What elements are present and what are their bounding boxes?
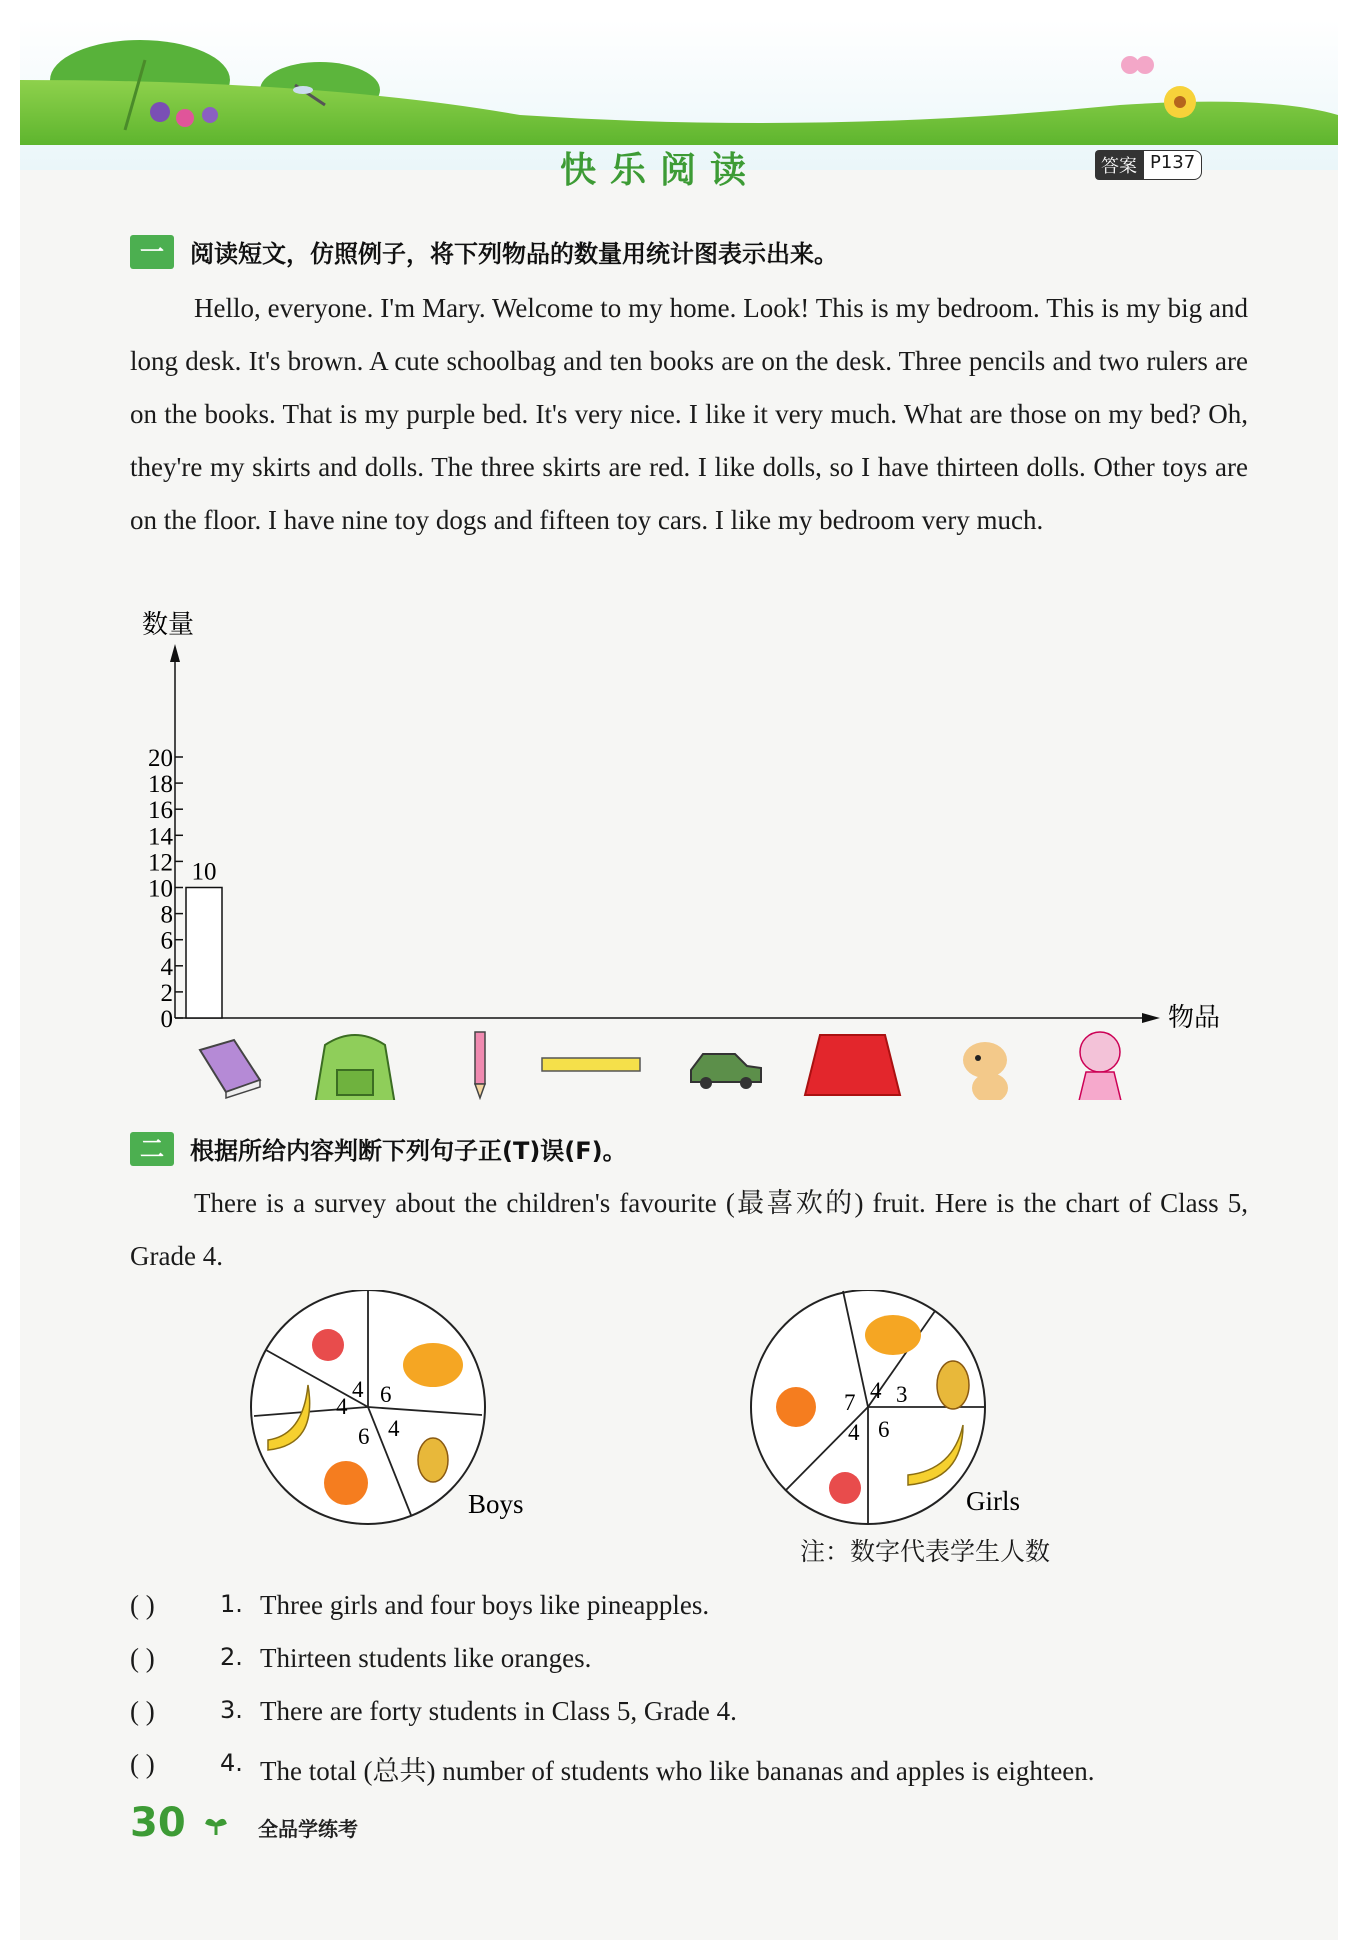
boys-apple-count: 4 bbox=[352, 1377, 364, 1402]
y-tick-label: 18 bbox=[148, 771, 173, 799]
section-1-heading bbox=[130, 234, 838, 269]
answer-blank[interactable]: ( ) bbox=[130, 1590, 155, 1620]
question-text: There are forty students in Class 5, Grade 4. bbox=[260, 1696, 737, 1726]
girls-orange-count: 7 bbox=[844, 1390, 856, 1415]
boys-pie-chart bbox=[248, 1290, 548, 1530]
question-text: Three girls and four boys like pineapples. bbox=[260, 1590, 710, 1620]
answer-reference bbox=[1095, 150, 1202, 180]
bar-value-label: 10 bbox=[191, 858, 217, 886]
y-axis-label: 数量 bbox=[142, 610, 195, 640]
y-tick-label: 10 bbox=[148, 875, 173, 903]
apple-icon bbox=[312, 1329, 344, 1361]
ruler-icon bbox=[542, 1058, 640, 1071]
mango-icon bbox=[403, 1343, 463, 1387]
orange-icon bbox=[324, 1461, 368, 1505]
section-1-passage: Hello, everyone. I'm Mary. Welcome to my home. Look! This is my bedroom. This is my big and long desk. It's brown. A cute schoolbag and ten books are on the desk. Three pencils and two rulers are on the books. That is my purple bed. It's very nice. I like it very much. What are those on my bed? Oh, they're my skirts and dolls. The three skirts are red. I like dolls, so I have thirteen dolls. Other toys are on the floor. I have nine toy dogs and fifteen toy cars. I like my bedroom very much. bbox=[130, 293, 1248, 535]
y-tick-label: 2 bbox=[160, 979, 173, 1007]
question-text: The total (总共) number of students who like bananas and apples is eighteen. bbox=[260, 1756, 1095, 1786]
answer-label: 答案 bbox=[1095, 150, 1143, 180]
boys-banana-count: 4 bbox=[336, 1394, 348, 1419]
answer-blank[interactable]: ( ) bbox=[130, 1643, 155, 1673]
girls-pineapple-count: 3 bbox=[896, 1382, 908, 1407]
toy-dog-icon bbox=[963, 1042, 1008, 1100]
page-title: 快乐阅读 bbox=[560, 150, 761, 191]
brand-name: 全品学练考 bbox=[258, 1817, 358, 1841]
pineapple-icon bbox=[418, 1438, 448, 1482]
answer-blank[interactable]: ( ) bbox=[130, 1696, 155, 1726]
question-text: Thirteen students like oranges. bbox=[260, 1643, 592, 1673]
question-2 bbox=[130, 1643, 591, 1674]
y-tick-label: 20 bbox=[148, 745, 173, 772]
orange-icon bbox=[776, 1387, 816, 1427]
y-tick-label: 16 bbox=[148, 797, 173, 825]
section-1-instruction: 阅读短文，仿照例子，将下列物品的数量用统计图表示出来。 bbox=[190, 240, 838, 268]
boys-pineapple-count: 4 bbox=[388, 1416, 400, 1441]
question-number: 2. bbox=[220, 1643, 243, 1671]
pencil-icon bbox=[475, 1032, 485, 1098]
question-3 bbox=[130, 1696, 737, 1727]
y-tick-label: 0 bbox=[160, 1006, 173, 1033]
x-axis-arrow bbox=[1142, 1013, 1160, 1023]
question-number: 1. bbox=[220, 1590, 243, 1618]
bar-book bbox=[186, 888, 222, 1019]
bar-chart bbox=[120, 600, 1250, 1100]
leaf-icon bbox=[205, 1815, 227, 1837]
section-2-number: 二 bbox=[130, 1132, 174, 1166]
y-tick-label: 4 bbox=[160, 953, 173, 981]
x-axis-label: 物品 bbox=[1168, 1003, 1221, 1033]
y-tick-label: 12 bbox=[148, 849, 173, 877]
schoolbag-icon bbox=[315, 1035, 395, 1100]
girls-label: Girls bbox=[966, 1486, 1020, 1516]
girls-mango-count: 4 bbox=[870, 1378, 882, 1403]
question-number: 4. bbox=[220, 1749, 243, 1777]
girls-pie-chart bbox=[748, 1290, 1048, 1530]
skirt-icon bbox=[805, 1035, 900, 1095]
section-1-number: 一 bbox=[130, 235, 174, 269]
girls-apple-count: 4 bbox=[848, 1420, 860, 1445]
pineapple-icon bbox=[937, 1361, 969, 1409]
y-axis-arrow bbox=[170, 644, 180, 662]
boys-label: Boys bbox=[468, 1489, 524, 1519]
question-number: 3. bbox=[220, 1696, 243, 1724]
page-number: 30 bbox=[130, 1800, 186, 1846]
mango-icon bbox=[865, 1315, 921, 1355]
book-icon bbox=[200, 1040, 260, 1098]
doll-icon bbox=[1078, 1032, 1122, 1100]
section-2-heading bbox=[130, 1131, 627, 1166]
section-2-instruction: 根据所给内容判断下列句子正(T)误(F)。 bbox=[190, 1137, 627, 1165]
question-4 bbox=[130, 1749, 1095, 1788]
section-2-passage: There is a survey about the children's favourite (最喜欢的) fruit. Here is the chart of Class 5, Grade 4. bbox=[130, 1188, 1248, 1271]
answer-blank[interactable]: ( ) bbox=[130, 1749, 155, 1779]
sunflower-icon bbox=[1164, 86, 1196, 118]
toy-car-icon bbox=[691, 1054, 761, 1089]
apple-icon bbox=[829, 1472, 861, 1504]
pie-note: 注：数字代表学生人数 bbox=[800, 1537, 1051, 1566]
boys-orange-count: 6 bbox=[358, 1424, 370, 1449]
boys-mango-count: 6 bbox=[380, 1382, 392, 1407]
question-1 bbox=[130, 1590, 709, 1621]
girls-banana-count: 6 bbox=[878, 1417, 890, 1442]
answer-page: P137 bbox=[1143, 150, 1202, 180]
y-tick-label: 14 bbox=[148, 823, 173, 851]
y-tick-label: 8 bbox=[160, 901, 173, 929]
y-tick-label: 6 bbox=[160, 927, 173, 955]
